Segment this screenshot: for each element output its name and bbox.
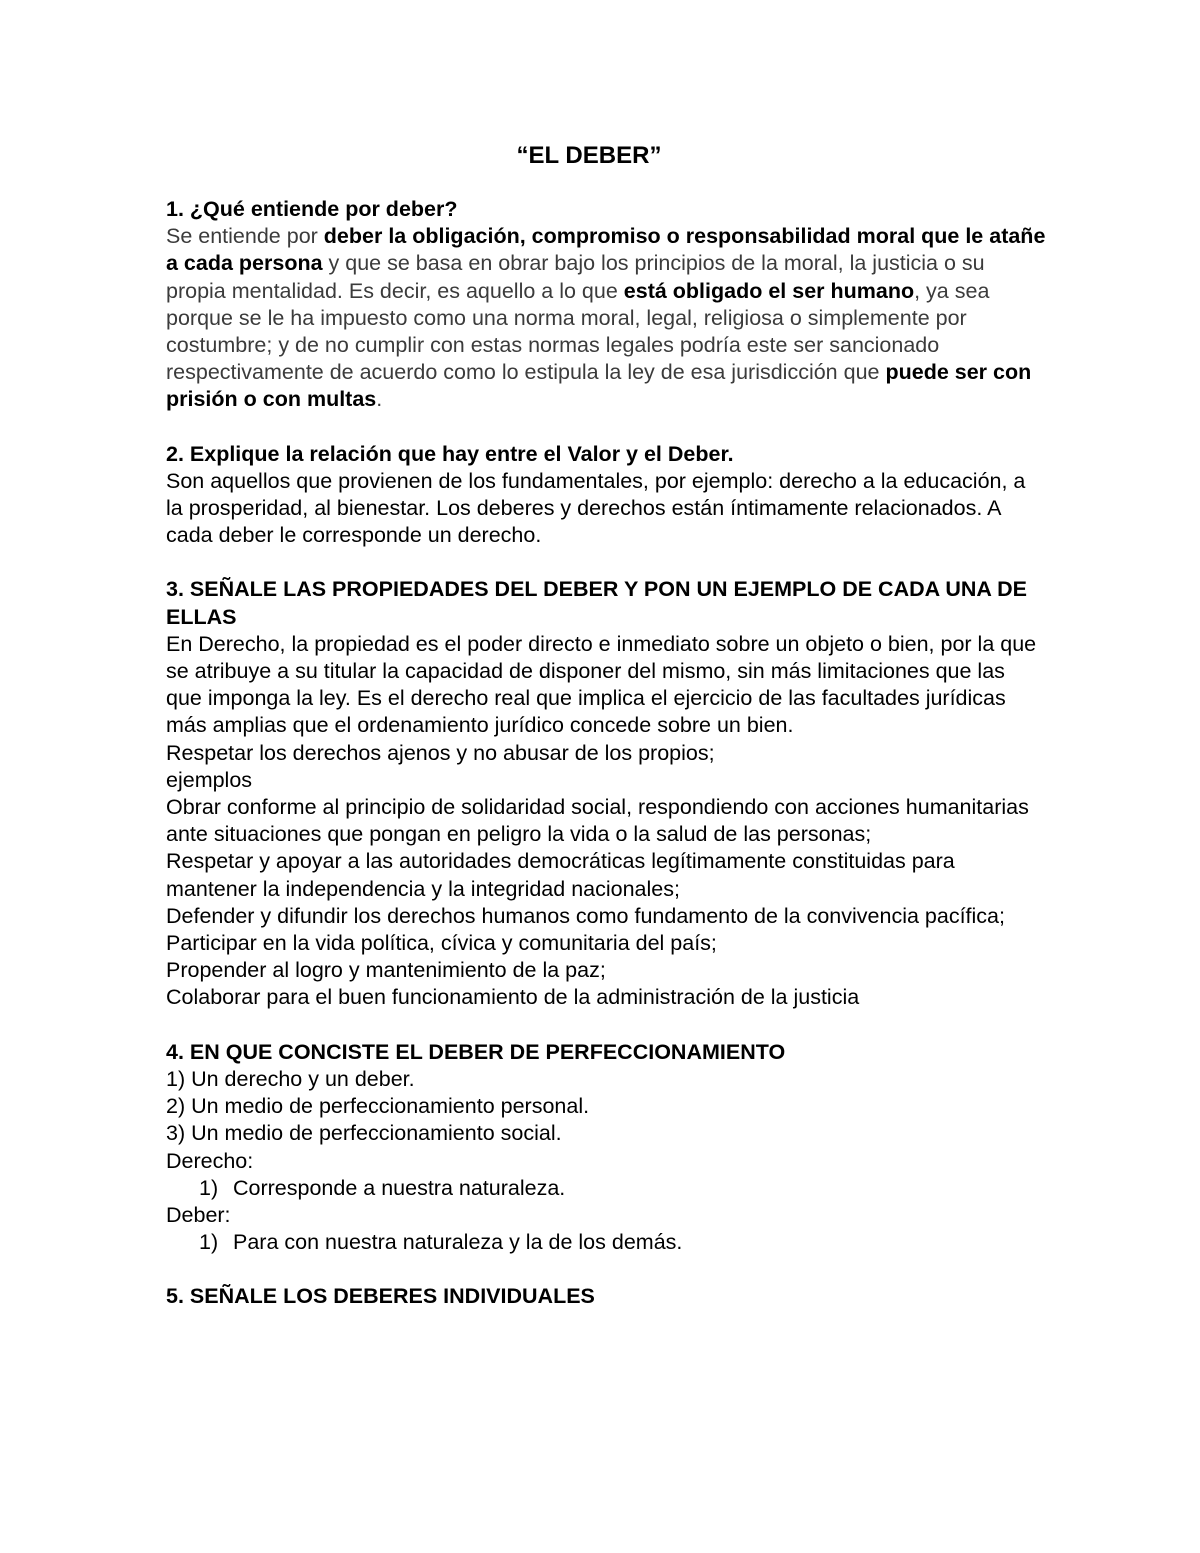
answer-1 (166, 223, 1046, 413)
section-2 (166, 441, 1046, 550)
deber-item (166, 1229, 1046, 1256)
answer-3-line: Defender y difundir los derechos humanos como fundamento de la convivencia pacífica; (166, 903, 1005, 928)
section-3 (166, 576, 1046, 1011)
document-page (166, 140, 1046, 1338)
answer-3-line: ejemplos (166, 767, 253, 792)
deber-item-text: Para con nuestra naturaleza y la de los demás. (233, 1230, 683, 1255)
answer-1-text-b: y que se basa en obrar bajo los principios de la moral, la justicia o su propia mentalidad. Es decir, es aquello a lo que (166, 251, 985, 303)
answer-1-text-a: Se entiende por (166, 224, 324, 249)
answer-3-line: Colaborar para el buen funcionamiento de la administración de la justicia (166, 985, 860, 1010)
section-5 (166, 1283, 1046, 1310)
answer-3-paragraph: En Derecho, la propiedad es el poder directo e inmediato sobre un objeto o bien, por la que se atribuye a su titular la capacidad de disponer del mismo, sin más limitaciones que las que imponga la ley. Es el derecho real que implica el ejercicio de las facultades jurídicas más amplias que el ordenamiento jurídico concede sobre un bien. (166, 631, 1037, 738)
question-4: 4. EN QUE CONCISTE EL DEBER DE PERFECCIONAMIENTO (166, 1039, 786, 1064)
answer-3-line: Obrar conforme al principio de solidaridad social, respondiendo con acciones humanitarias ante situaciones que pongan en peligro la vida o la salud de las personas; (166, 795, 1029, 847)
derecho-item (166, 1175, 1046, 1202)
answer-1-bold-b: está obligado el ser humano (623, 278, 915, 303)
answer-1-text-c: , ya sea porque se le ha impuesto como una norma moral, legal, religiosa o simplemente por costumbre; y de no cumplir con estas normas legales podría este ser sancionado respectivamente de acuerdo como lo estipula la ley de esa jurisdicción que (166, 278, 990, 385)
derecho-label: Derecho: (166, 1148, 254, 1173)
answer-1-bold-a: deber la obligación, compromiso o responsabilidad moral que le atañe a cada persona (166, 224, 1046, 276)
answer-1-bold-c: puede ser con prisión o con multas (166, 360, 1032, 412)
question-5: 5. SEÑALE LOS DEBERES INDIVIDUALES (166, 1284, 595, 1309)
derecho-item-text: Corresponde a nuestra naturaleza. (233, 1175, 566, 1200)
deber-label: Deber: (166, 1202, 231, 1227)
answer-3-line: Propender al logro y mantenimiento de la paz; (166, 958, 606, 983)
section-4 (166, 1039, 1046, 1257)
deber-item-number: 1) (199, 1230, 219, 1255)
question-2: 2. Explique la relación que hay entre el Valor y el Deber. (166, 441, 734, 466)
answer-4-item: 3) Un medio de perfeccionamiento social. (166, 1121, 562, 1146)
answer-3-line: Respetar los derechos ajenos y no abusar de los propios; (166, 740, 715, 765)
answer-3-line: Participar en la vida política, cívica y comunitaria del país; (166, 931, 717, 956)
answer-4-item: 2) Un medio de perfeccionamiento personal. (166, 1094, 590, 1119)
document-title: “EL DEBER” (516, 142, 662, 169)
derecho-item-number: 1) (199, 1175, 219, 1200)
section-1 (166, 196, 1046, 414)
question-3: 3. SEÑALE LAS PROPIEDADES DEL DEBER Y PON UN EJEMPLO DE CADA UNA DE ELLAS (166, 577, 1027, 629)
answer-1-text-d: . (376, 387, 383, 412)
answer-4-item: 1) Un derecho y un deber. (166, 1066, 415, 1091)
answer-2: Son aquellos que provienen de los fundamentales, por ejemplo: derecho a la educación, a la prosperidad, al bienestar. Los deberes y derechos están íntimamente relacionados. A cada deber le corresponde un derecho. (166, 468, 1026, 548)
answer-3-line: Respetar y apoyar a las autoridades democráticas legítimamente constituidas para mantener la independencia y la integridad nacionales; (166, 849, 955, 901)
question-1: 1. ¿Qué entiende por deber? (166, 197, 458, 221)
